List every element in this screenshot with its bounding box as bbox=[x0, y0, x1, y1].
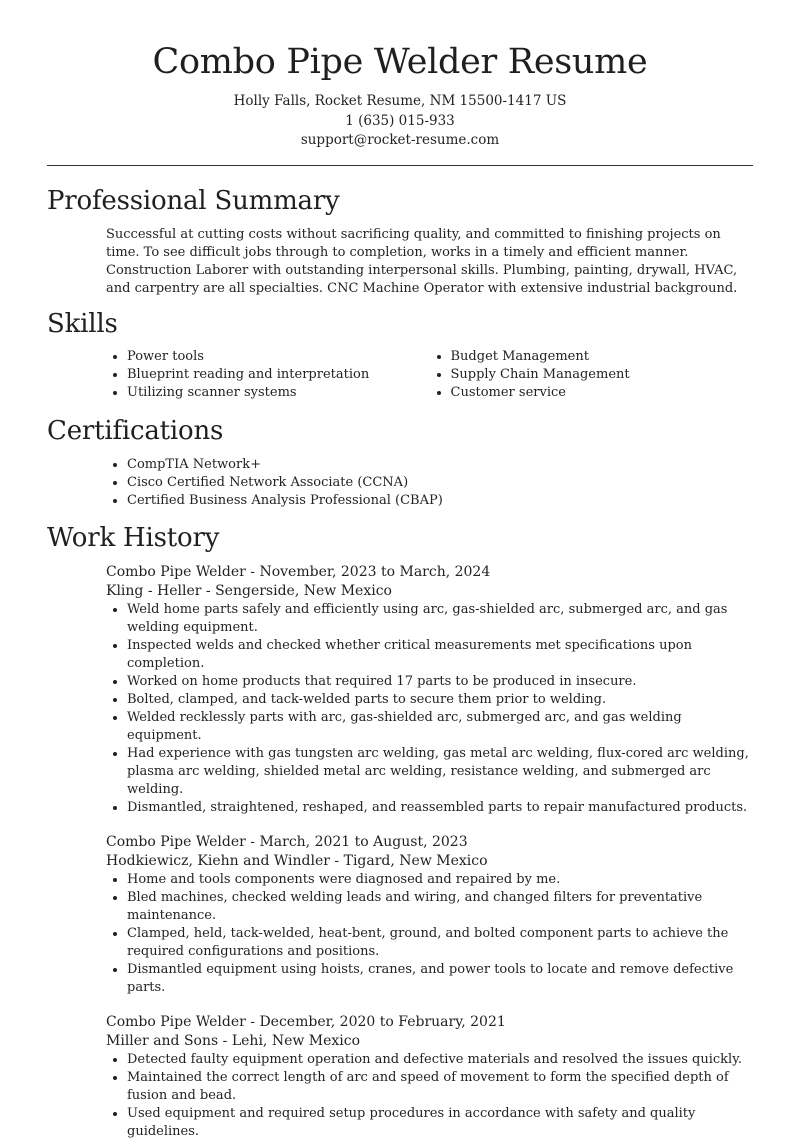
job-title-line: Combo Pipe Welder - December, 2020 to February, 2021 bbox=[106, 1013, 506, 1030]
job-company-line: Hodkiewicz, Kiehn and Windler - Tigard, New Mexico bbox=[106, 852, 488, 869]
job-company: Hodkiewicz, Kiehn and Windler bbox=[106, 852, 330, 869]
summary-text: Successful at cutting costs without sacrificing quality, and committed to finishing projects on time. To see difficult jobs through to completion, works in a timely and efficient manner. Construction Laborer with outstanding interpersonal skills. Plumbing, painting, drywall, HVAC, and carpentry are all specialties. CNC Machine Operator with extensive industrial background. bbox=[106, 226, 738, 296]
work-history-section bbox=[47, 521, 753, 1141]
job-position: Combo Pipe Welder bbox=[106, 563, 246, 580]
header-divider bbox=[47, 165, 753, 166]
contact-phone: 1 (635) 015-933 bbox=[345, 112, 455, 129]
certifications-section bbox=[47, 414, 753, 510]
job-location: Lehi, New Mexico bbox=[231, 1032, 361, 1049]
contact-address: Holly Falls, Rocket Resume, NM 15500-1417 US bbox=[233, 93, 567, 109]
contact-block bbox=[0, 92, 800, 151]
job-company-line: Kling - Heller - Sengerside, New Mexico bbox=[106, 582, 392, 599]
certification-item: • Certified Business Analysis Professional (CBAP) bbox=[127, 492, 753, 510]
resume-title: Combo Pipe Welder Resume bbox=[152, 42, 648, 82]
skill-item: • Blueprint reading and interpretation bbox=[127, 366, 430, 384]
job-location: Sengerside, New Mexico bbox=[215, 582, 392, 599]
summary-heading: Professional Summary bbox=[47, 185, 340, 216]
job-duty-item: • Weld home parts safely and efficiently using arc, gas-shielded arc, submerged arc, and gas welding equipment. bbox=[127, 601, 753, 637]
certifications-heading: Certifications bbox=[47, 415, 224, 446]
skill-item: • Customer service bbox=[451, 384, 754, 402]
summary-section bbox=[47, 184, 753, 298]
skills-list-right bbox=[430, 348, 754, 402]
skills-list-left bbox=[106, 348, 430, 402]
skill-item: • Power tools bbox=[127, 348, 430, 366]
job-dates: March, 2021 to August, 2023 bbox=[259, 833, 468, 850]
job-dates: December, 2020 to February, 2021 bbox=[259, 1013, 506, 1030]
job-position: Combo Pipe Welder bbox=[106, 1013, 246, 1030]
job-duty-item: • Dismantled, straightened, reshaped, and reassembled parts to repair manufactured products. bbox=[127, 799, 753, 817]
job-title-line: Combo Pipe Welder - November, 2023 to March, 2024 bbox=[106, 563, 491, 580]
job-duties-list bbox=[106, 601, 753, 817]
job-duty-item: • Had experience with gas tungsten arc welding, gas metal arc welding, flux-cored arc welding, plasma arc welding, shielded metal arc welding, resistance welding, and submerged arc welding. bbox=[127, 745, 753, 799]
job-company-line: Miller and Sons - Lehi, New Mexico bbox=[106, 1032, 361, 1049]
skills-heading: Skills bbox=[47, 308, 118, 339]
job-entry bbox=[106, 833, 753, 997]
job-duty-item: • Bolted, clamped, and tack-welded parts to secure them prior to welding. bbox=[127, 691, 753, 709]
job-position: Combo Pipe Welder bbox=[106, 833, 246, 850]
job-duty-item: • Inspected welds and checked whether critical measurements met specifications upon completion. bbox=[127, 637, 753, 673]
certification-item: • CompTIA Network+ bbox=[127, 456, 753, 474]
job-company: Miller and Sons bbox=[106, 1032, 219, 1049]
work-history-heading: Work History bbox=[47, 522, 220, 553]
job-duty-item: • Maintained the correct length of arc and speed of movement to form the specified depth of fusion and bead. bbox=[127, 1069, 753, 1105]
job-duty-item: • Welded recklessly parts with arc, gas-shielded arc, submerged arc, and gas welding equipment. bbox=[127, 709, 753, 745]
job-company: Kling - Heller bbox=[106, 582, 202, 599]
job-duty-item: • Bled machines, checked welding leads and wiring, and changed filters for preventative maintenance. bbox=[127, 889, 753, 925]
job-entry bbox=[106, 563, 753, 817]
job-duties-list bbox=[106, 1051, 753, 1141]
job-duties-list bbox=[106, 871, 753, 997]
skill-item: • Budget Management bbox=[451, 348, 754, 366]
job-duty-item: • Clamped, held, tack-welded, heat-bent, ground, and bolted component parts to achieve the required configurations and positions. bbox=[127, 925, 753, 961]
job-entry bbox=[106, 1013, 753, 1141]
skills-section bbox=[47, 307, 753, 402]
job-location: Tigard, New Mexico bbox=[343, 852, 488, 869]
certifications-list bbox=[106, 456, 753, 510]
skill-item: • Supply Chain Management bbox=[451, 366, 754, 384]
resume-header bbox=[0, 0, 800, 151]
job-duty-item: • Worked on home products that required 17 parts to be produced in insecure. bbox=[127, 673, 753, 691]
job-title-line: Combo Pipe Welder - March, 2021 to August, 2023 bbox=[106, 833, 468, 850]
job-duty-item: • Home and tools components were diagnosed and repaired by me. bbox=[127, 871, 753, 889]
job-dates: November, 2023 to March, 2024 bbox=[259, 563, 491, 580]
certification-item: • Cisco Certified Network Associate (CCNA) bbox=[127, 474, 753, 492]
skills-grid bbox=[106, 348, 753, 402]
skill-item: • Utilizing scanner systems bbox=[127, 384, 430, 402]
contact-email: support@rocket-resume.com bbox=[300, 132, 500, 148]
job-duty-item: • Used equipment and required setup procedures in accordance with safety and quality guidelines. bbox=[127, 1105, 753, 1141]
job-duty-item: • Dismantled equipment using hoists, cranes, and power tools to locate and remove defective parts. bbox=[127, 961, 753, 997]
job-duty-item: • Detected faulty equipment operation and defective materials and resolved the issues quickly. bbox=[127, 1051, 753, 1069]
